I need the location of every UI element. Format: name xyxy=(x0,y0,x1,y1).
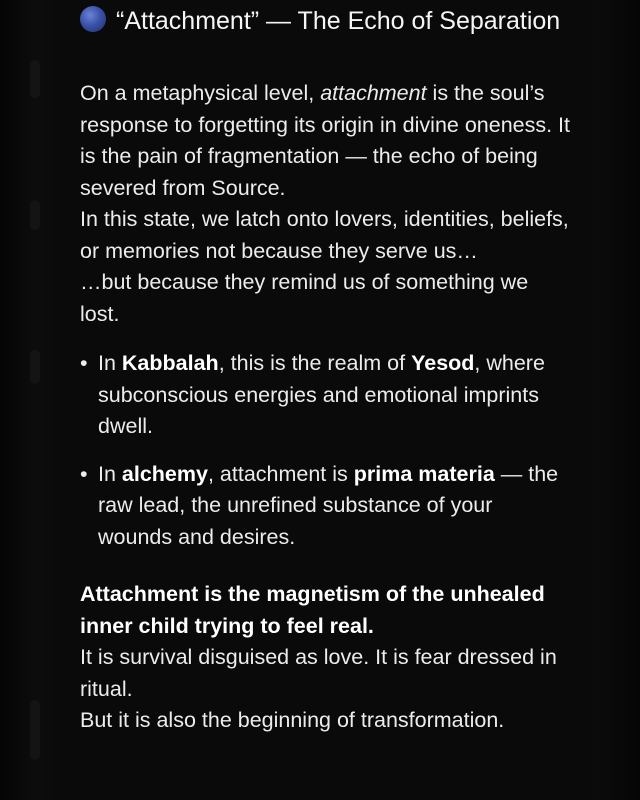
bullet-text: , where subconscious energies and emotional imprints dwell. xyxy=(98,351,545,438)
edge-artifact xyxy=(30,350,40,384)
bullet-text: , this is the realm of xyxy=(218,351,412,375)
bullet-bold: alchemy xyxy=(121,461,208,486)
intro-line: …but because they remind us of something we lost. xyxy=(80,270,529,326)
edge-artifact xyxy=(30,700,40,760)
bullet-item xyxy=(80,459,570,554)
note-heading xyxy=(80,4,570,38)
intro-line: In this state, we latch onto lovers, identities, beliefs, or memories not because they serve us… xyxy=(80,207,569,263)
bullet-item xyxy=(80,348,570,443)
intro-text: is the soul’s response to forgetting its origin in divine oneness. It is the pain of fragmentation — the echo of being severed from Source. xyxy=(80,81,571,200)
edge-artifact xyxy=(30,60,40,98)
bullet-dot-icon: • xyxy=(80,351,88,375)
bullet-text: In xyxy=(98,351,122,375)
heading-text: “Attachment” — The Echo of Separation xyxy=(116,7,561,35)
bullet-text: In xyxy=(98,461,122,486)
right-edge-shadow xyxy=(580,0,640,800)
edge-artifact xyxy=(30,200,40,230)
closing-line: But it is also the beginning of transformation. xyxy=(80,708,505,732)
closing-line: It is survival disguised as love. It is fear dressed in ritual. xyxy=(80,645,557,701)
bullet-list xyxy=(80,348,570,553)
left-edge-shadow xyxy=(0,0,58,800)
intro-text: On a metaphysical level, xyxy=(80,81,321,105)
bullet-bold: Kabbalah xyxy=(121,351,219,375)
bullet-text: , attachment is xyxy=(207,461,354,486)
note-content xyxy=(80,4,570,737)
blue-circle-icon xyxy=(80,6,106,32)
bullet-dot-icon: • xyxy=(80,461,88,486)
bullet-text: — the raw lead, the unrefined substance of your wounds and desires. xyxy=(98,461,559,549)
intro-paragraph xyxy=(80,78,570,330)
bullet-bold: prima materia xyxy=(353,461,495,486)
bullet-bold: Yesod xyxy=(411,351,475,375)
closing-bold-line: Attachment is the magnetism of the unhealed inner child trying to feel real. xyxy=(80,582,545,638)
closing-paragraph xyxy=(80,579,570,737)
intro-emphasis: attachment xyxy=(320,81,427,105)
